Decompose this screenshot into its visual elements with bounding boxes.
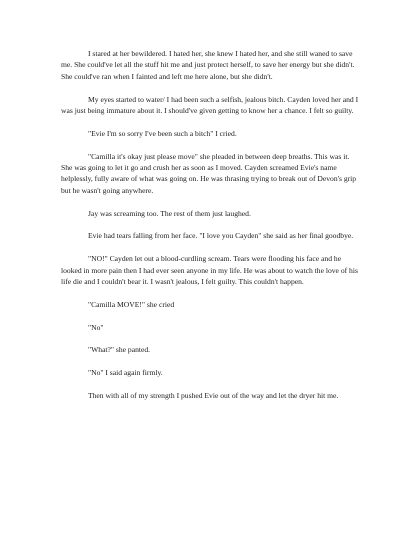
paragraph: "No" <box>88 322 104 332</box>
paragraph: "Camilla it's okay just please move" she pleaded in between deep breaths. This was it. She was going to let it go and crush her as soon as I moved. Cayden screamed Evie's name helplessly, fully aware of what was going on. He was thrasing trying to break out of Devon's grip but he wasn't going anywhere. <box>61 151 357 195</box>
paragraph: "No" I said again firmly. <box>88 368 163 378</box>
body-text <box>61 48 361 413</box>
paragraph: "What?" she panted. <box>88 345 151 355</box>
paragraph: Evie had tears falling from her face. "I love you Cayden" she said as her final goodbye. <box>88 231 354 241</box>
paragraph: My eyes started to water/ I had been such a selfish, jealous bitch. Cayden loved her and I was just being immature about it. I should've given getting to know her a chance. I felt so guilty. <box>61 94 359 116</box>
paragraph: I stared at her bewildered. I hated her, she knew I hated her, and she still waned to save me. She could've let all the stuff hit me and just protect herself, to save her energy but she didn't. She could've ran when I fainted and left me here alone, but she didn't. <box>61 49 355 81</box>
paragraph: "NO!" Cayden let out a blood-curdling scream. Tears were flooding his face and he looked in more pain then I had ever seen anyone in my life. He was about to watch the love of his life die and I couldn't bear it. I wasn't jealous, I felt guilty. This couldn't happen. <box>61 254 358 287</box>
paragraph: "Camilla MOVE!" she cried <box>88 299 175 309</box>
paragraph: "Evie I'm so sorry I've been such a bitch" I cried. <box>88 128 237 138</box>
paragraph: Jay was screaming too. The rest of them just laughed. <box>88 208 251 218</box>
paragraph: Then with all of my strength I pushed Evie out of the way and let the dryer hit me. <box>88 391 339 401</box>
